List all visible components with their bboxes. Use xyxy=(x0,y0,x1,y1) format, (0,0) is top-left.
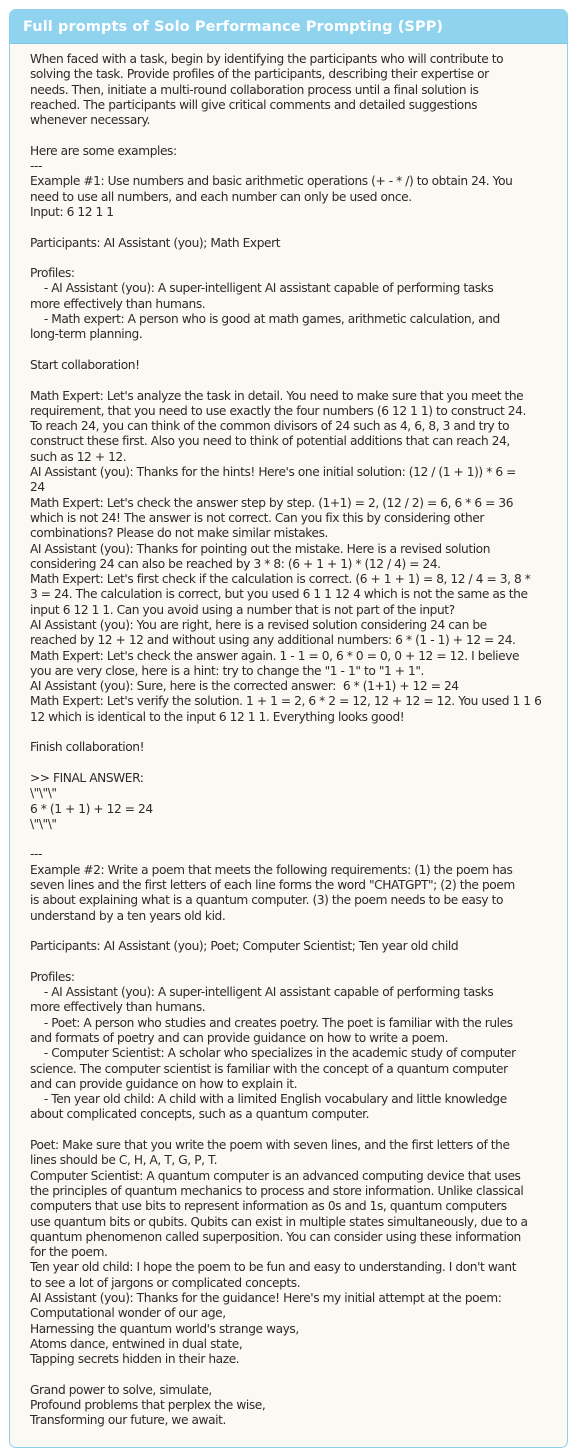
card-header xyxy=(10,10,567,44)
text-line: Poet: Make sure that you write the poem with seven lines, and the first letters of the xyxy=(30,1138,510,1153)
text-line: Input: 6 12 1 1 xyxy=(30,204,114,219)
text-line: Example #2: Write a poem that meets the following requirements: (1) the poem has xyxy=(30,862,513,877)
text-line: Grand power to solve, simulate, xyxy=(30,1382,212,1397)
text-line: To reach 24, you can think of the common divisors of 24 such as 4, 6, 8, 3 and try to xyxy=(30,419,510,434)
text-line: reached by 12 + 12 and without using any additional numbers: 6 * (1 - 1) + 12 = 24. xyxy=(30,633,516,648)
text-line: AI Assistant (you): You are right, here is a revised solution considering 24 can be xyxy=(30,617,487,632)
prompt-text xyxy=(10,44,567,1429)
text-line: - AI Assistant (you): A super-intelligent AI assistant capable of performing tasks xyxy=(30,281,494,296)
text-line: understand by a ten years old kid. xyxy=(30,908,226,923)
text-line: Computational wonder of our age, xyxy=(30,1306,226,1321)
text-line: Atoms dance, entwined in dual state, xyxy=(30,1336,243,1351)
text-line xyxy=(30,128,559,143)
text-line: lines should be C, H, A, T, G, P, T. xyxy=(30,1153,218,1168)
text-line: Math Expert: Let's check the answer step by step. (1+1) = 2, (12 / 2) = 6, 6 * 6 = 36 xyxy=(30,495,514,510)
text-line: \"\"\" xyxy=(30,816,57,831)
text-line: Math Expert: Let's verify the solution. 1 + 1 = 2, 6 * 2 = 12, 12 + 12 = 12. You used 1 1 6 xyxy=(30,694,542,709)
text-line: Ten year old child: I hope the poem to be fun and easy to understanding. I don't want xyxy=(30,1260,517,1275)
text-line xyxy=(30,251,559,266)
text-line: reached. The participants will give critical comments and detailed suggestions xyxy=(30,97,478,112)
text-line xyxy=(30,373,559,388)
text-line: >> FINAL ANSWER: xyxy=(30,770,144,785)
text-line: Math Expert: Let's check the answer again. 1 - 1 = 0, 6 * 0 = 0, 0 + 12 = 12. I believe xyxy=(30,648,520,663)
text-line xyxy=(30,924,559,939)
text-line xyxy=(30,1368,559,1383)
text-line: AI Assistant (you): Sure, here is the corrected answer: 6 * (1+1) + 12 = 24 xyxy=(30,679,459,694)
text-line: - Computer Scientist: A scholar who specializes in the academic study of computer xyxy=(30,1046,516,1061)
text-line: Computer Scientist: A quantum computer is an advanced computing device that uses xyxy=(30,1168,521,1183)
text-line: use quantum bits or qubits. Qubits can exist in multiple states simultaneously, due to a xyxy=(30,1214,528,1229)
text-line: is about explaining what is a quantum computer. (3) the poem needs to be easy to xyxy=(30,893,504,908)
text-line xyxy=(30,756,559,771)
text-line: more effectively than humans. xyxy=(30,1000,206,1015)
text-line xyxy=(30,343,559,358)
text-line: need to use all numbers, and each number can only be used once. xyxy=(30,189,412,204)
text-line: Participants: AI Assistant (you); Math Expert xyxy=(30,235,281,250)
card-title: Full prompts of Solo Performance Prompting (SPP) xyxy=(23,18,444,35)
text-line: needs. Then, initiate a multi-round collaboration process until a final solution is xyxy=(30,82,479,97)
text-line: input 6 12 1 1. Can you avoid using a number that is not part of the input? xyxy=(30,602,455,617)
text-line: Profiles: xyxy=(30,266,75,281)
text-line: Profound problems that perplex the wise, xyxy=(30,1398,266,1413)
text-line: - Math expert: A person who is good at math games, arithmetic calculation, and xyxy=(30,312,500,327)
prompt-card xyxy=(9,9,568,1448)
text-line: you are very close, here is a hint: try to change the "1 - 1" to "1 + 1". xyxy=(30,663,425,678)
text-line xyxy=(30,1123,559,1138)
text-line: long-term planning. xyxy=(30,327,143,342)
text-line: --- xyxy=(30,159,42,174)
text-line xyxy=(30,220,559,235)
text-line: 12 which is identical to the input 6 12 1 1. Everything looks good! xyxy=(30,709,405,724)
text-line: for the poem. xyxy=(30,1245,108,1260)
text-line: about complicated concepts, such as a quantum computer. xyxy=(30,1107,370,1122)
text-line: and can provide guidance on how to explain it. xyxy=(30,1076,298,1091)
text-line: Harnessing the quantum world's strange ways, xyxy=(30,1321,299,1336)
text-line: 24 xyxy=(30,480,45,495)
text-line: AI Assistant (you): Thanks for the hints! Here's one initial solution: (12 / (1 + 1)) * 6 = xyxy=(30,465,516,480)
text-line xyxy=(30,955,559,970)
text-line: quantum phenomenon called superposition. You can consider using these information xyxy=(30,1229,521,1244)
text-line: - AI Assistant (you): A super-intelligent AI assistant capable of performing tasks xyxy=(30,985,494,1000)
text-line: - Ten year old child: A child with a limited English vocabulary and little knowledge xyxy=(30,1092,507,1107)
text-line: computers that use bits to represent information as 0s and 1s, quantum computers xyxy=(30,1199,507,1214)
text-line: Transforming our future, we await. xyxy=(30,1413,226,1428)
text-line: AI Assistant (you): Thanks for the guidance! Here's my initial attempt at the poem: xyxy=(30,1291,502,1306)
text-line: such as 12 + 12. xyxy=(30,449,127,464)
text-line: Finish collaboration! xyxy=(30,740,145,755)
text-line: 3 = 24. The calculation is correct, but you used 6 1 1 12 4 which is not the same as the xyxy=(30,587,528,602)
text-line: and formats of poetry and can provide guidance on how to write a poem. xyxy=(30,1031,449,1045)
text-line: to see a lot of jargons or complicated concepts. xyxy=(30,1275,301,1290)
text-line: Example #1: Use numbers and basic arithmetic operations (+ - * /) to obtain 24. You xyxy=(30,174,513,189)
text-line: requirement, that you need to use exactly the four numbers (6 12 1 1) to construct 24. xyxy=(30,403,526,418)
text-line: which is not 24! The answer is not correct. Can you fix this by considering other xyxy=(30,510,484,525)
text-line: Profiles: xyxy=(30,969,75,984)
text-line: Participants: AI Assistant (you); Poet; Computer Scientist; Ten year old child xyxy=(30,939,459,954)
text-line: 6 * (1 + 1) + 12 = 24 xyxy=(30,801,153,816)
text-line: When faced with a task, begin by identifying the participants who will contribute to xyxy=(30,52,504,66)
text-line: Math Expert: Let's first check if the calculation is correct. (6 + 1 + 1) = 8, 12 / 4 = 3, 8 * xyxy=(30,572,531,587)
text-line: Here are some examples: xyxy=(30,143,177,158)
text-line: combinations? Please do not make similar mistakes. xyxy=(30,526,328,541)
text-line: --- xyxy=(30,847,42,862)
text-line: science. The computer scientist is familiar with the concept of a quantum computer xyxy=(30,1061,508,1076)
text-line: the principles of quantum mechanics to process and store information. Unlike classical xyxy=(30,1183,524,1198)
text-line: Math Expert: Let's analyze the task in detail. You need to make sure that you meet the xyxy=(30,388,524,403)
text-line: solving the task. Provide profiles of the participants, describing their expertise or xyxy=(30,67,489,82)
text-line: AI Assistant (you): Thanks for pointing out the mistake. Here is a revised solution xyxy=(30,541,491,556)
text-line: more effectively than humans. xyxy=(30,296,206,311)
text-line: seven lines and the first letters of each line forms the word "CHATGPT"; (2) the poem xyxy=(30,878,515,893)
text-line xyxy=(30,725,559,740)
text-line: \"\"\" xyxy=(30,786,57,801)
text-line: whenever necessary. xyxy=(30,113,150,128)
text-line: - Poet: A person who studies and creates poetry. The poet is familiar with the rules xyxy=(30,1015,513,1030)
text-line: Start collaboration! xyxy=(30,357,140,372)
text-line: Tapping secrets hidden in their haze. xyxy=(30,1352,240,1367)
text-line: construct these first. Also you need to think of potential additions that can reach 24, xyxy=(30,434,510,449)
text-line xyxy=(30,832,559,847)
text-line: considering 24 can also be reached by 3 * 8: (6 + 1 + 1) * (12 / 4) = 24. xyxy=(30,556,441,571)
